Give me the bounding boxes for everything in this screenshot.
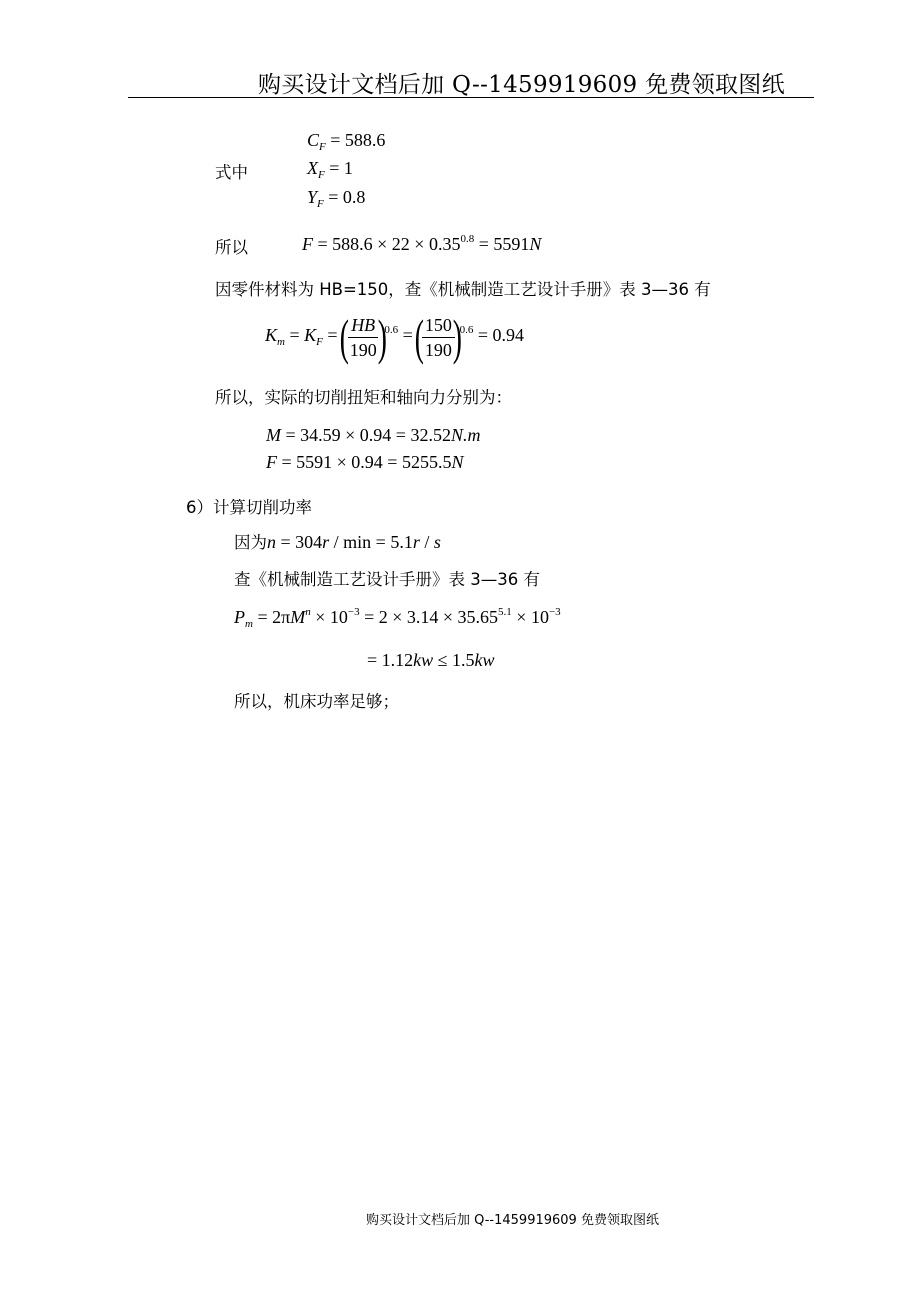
- material-note: 因零件材料为 HB=150，查《机械制造工艺设计手册》表 3—36 有: [215, 280, 711, 299]
- km-frac1-num: HB: [348, 314, 378, 338]
- km-exp1: 0.6: [384, 324, 399, 337]
- power-eq2: = 2 × 3.14 × 35.65: [364, 607, 499, 627]
- force-calc-formula: $F = 588.6 \times 22 \times 0.35^{0.8} = 5591N$: [302, 233, 542, 254]
- force-calc-exp: 0.8: [460, 233, 475, 245]
- power-exp1: −3: [347, 606, 360, 618]
- cf-value: = 588.6: [330, 130, 386, 150]
- km-frac2-num: 150: [422, 314, 455, 338]
- power-formula: $P_m = 2\pi M^n \times 10^{-3} = 2 \times 3.14 \times 35.65^{5.1} \times 10^{-3}$: [234, 606, 561, 630]
- speed-mid: / min = 5.1: [333, 532, 413, 552]
- km-frac1-den: 190: [349, 339, 377, 360]
- axial-force-value: = 5591 × 0.94 = 5255.5: [281, 452, 452, 472]
- section-6-title: 6）计算切削功率: [186, 498, 312, 517]
- yf-param: $Y_F = 0.8$: [307, 187, 366, 210]
- cf-param: $C_F = 588.6$: [307, 130, 386, 153]
- km-exp2: 0.6: [459, 324, 474, 337]
- conclusion: 所以，机床功率足够；: [234, 692, 399, 711]
- xf-value: = 1: [329, 158, 353, 178]
- lookup-note: 查《机械制造工艺设计手册》表 3—36 有: [234, 570, 540, 589]
- km-result: = 0.94: [477, 325, 524, 346]
- speed-line: 因为n = 304r / min = 5.1r / s: [234, 532, 441, 552]
- torque-value: = 34.59 × 0.94 = 32.52: [285, 425, 451, 445]
- force-calc-rhs: = 588.6 × 22 × 0.35: [317, 234, 461, 254]
- xf-param: $X_F = 1$: [307, 158, 353, 181]
- power-result-b: ≤ 1.5: [433, 650, 475, 670]
- torque-line: M = 34.59 × 0.94 = 32.52N.m: [266, 425, 481, 445]
- axial-force-line: F = 5591 × 0.94 = 5255.5N: [266, 452, 464, 472]
- km-frac2-den: 190: [424, 339, 452, 360]
- power-exp3: −3: [548, 606, 561, 618]
- power-times: × 10: [315, 607, 348, 627]
- page-footer: 购买设计文档后加 Q--1459919609 免费领取图纸: [366, 1213, 659, 1228]
- force-calc-result: = 5591: [478, 234, 530, 254]
- power-times2: × 10: [516, 607, 549, 627]
- speed-expr: = 304: [280, 532, 323, 552]
- km-formula: $K_m = K_F$ = ( $\frac{HB}{190}$ ) $^{0.6}$ = ( $\frac{150}{190}$ ) $^{0.6}$ = 0.94: [265, 309, 524, 365]
- power-result: = 1.12kw ≤ 1.5kw: [367, 650, 495, 670]
- speed-prefix: 因为: [234, 533, 267, 552]
- power-rhs: = 2π: [257, 607, 291, 627]
- params-label: 式中: [215, 163, 248, 182]
- power-exp2: 5.1: [498, 606, 512, 618]
- page-header-title: 购买设计文档后加 Q--1459919609 免费领取图纸: [258, 72, 785, 98]
- header-divider: [128, 97, 814, 98]
- actual-note: 所以，实际的切削扭矩和轴向力分别为：: [215, 388, 512, 407]
- yf-value: = 0.8: [328, 187, 366, 207]
- power-result-a: = 1.12: [367, 650, 414, 670]
- force-calc-label: 所以: [215, 238, 248, 257]
